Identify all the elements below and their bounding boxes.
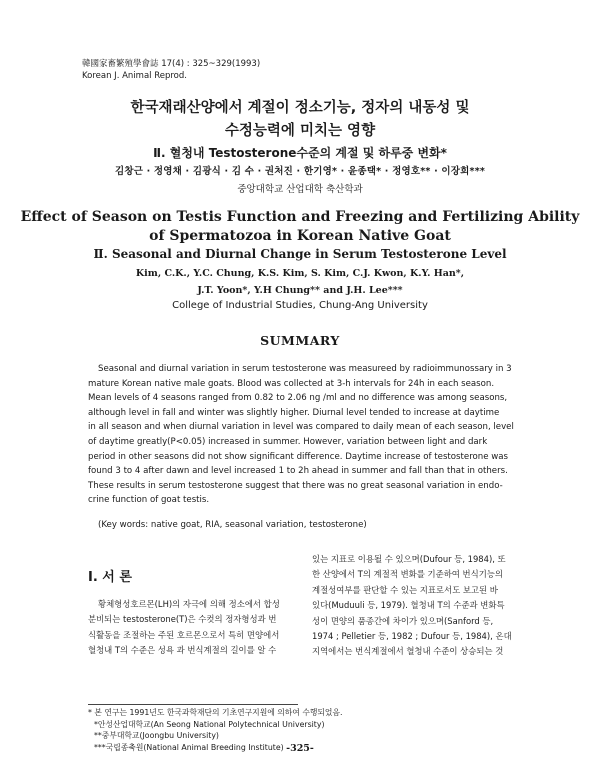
intro-line: 있다(Muduuli 등, 1979). 혈청내 T의 수준과 변화특 [312,600,505,611]
intro-line: 성이 면양의 품종간에 차이가 있으며(Sanford 등, [312,615,494,626]
summary-line: Seasonal and diurnal variation in serum testosterone was measureed by radioimmunossary in 3 [98,364,512,374]
english-subtitle: Ⅱ. Seasonal and Diurnal Change in Serum Testosterone Level [93,247,507,261]
left-column [88,552,300,659]
summary-line: crine function of goat testis. [88,495,210,506]
footnote-funding: * 본 연구는 1991년도 한국과학재단의 기초연구지원에 의하여 수행되었음. [88,708,343,717]
footnote-divider [88,704,298,705]
english-title-line2: of Spermatozoa in Korean Native Goat [149,228,451,244]
summary-line: although level in fall and winter was slightly higher. Diurnal level tended to increase at daytime [88,407,500,418]
summary-body [88,362,520,508]
intro-line: 지역에서는 번식계절에서 혈청내 수준이 상승되는 것 [312,646,504,657]
summary-line: Mean levels of 4 seasons ranged from 0.82 to 2.06 ng /ml and no difference was among seasons, [88,393,508,404]
intro-line: 식활동을 조절하는 주된 호르몬으로서 특히 면양에서 [88,629,280,640]
summary-line: These results in serum testosterone suggest that there was no great seasonal variation in endo- [88,480,503,491]
journal-english-name: Korean J. Animal Reprod. [82,71,187,81]
footnote-affiliation-1: *안성산업대학교(An Seong National Polytechnical University) [94,719,325,729]
korean-authors: 김창근 · 정영채 · 김광식 · 김 수 · 권처진 · 한기영* · 윤종택* · 정영호** · 이장희*** [114,166,486,177]
english-title-line1: Effect of Season on Testis Function and Freezing and Fertilizing Ability [20,209,580,225]
korean-title-line1: 한국재래산양에서 계절이 정소기능, 정자의 내동성 및 [130,100,470,116]
korean-affiliation: 중앙대학교 산업대학 축산학과 [237,184,363,195]
english-authors-line1: Kim, C.K., Y.C. Chung, K.S. Kim, S. Kim, C.J. Kwon, K.Y. Han*, [135,268,465,279]
footnote-affiliation-3: ***국립종축원(National Animal Breeding Institute) [94,742,284,752]
intro-line: 있는 지표로 이용될 수 있으며(Dufour 등, 1984), 또 [312,554,506,564]
english-authors-line2: J.T. Yoon*, Y.H Chung** and J.H. Lee*** [197,285,403,296]
introduction-left-text [88,597,300,659]
intro-line: 1974 ; Pelletier 등, 1982 ; Dufour 등, 1984), 온대 [312,631,512,642]
summary-line: mature Korean native male goats. Blood was collected at 3-h intervals for 24h in each season. [88,378,495,389]
intro-line: 한 산양에서 T의 계절적 변화를 기준하여 번식기능의 [312,569,503,580]
page-number: -325- [286,743,314,754]
korean-title-line2: 수정능력에 미치는 영향 [224,123,376,139]
english-affiliation: College of Industrial Studies, Chung-Ang University [172,300,428,311]
intro-line: 분비되는 testosterone(T)은 수컷의 정자형성과 번 [88,614,277,625]
intro-line: 혈청내 T의 수준은 성욕 과 번식계절의 길이를 알 수 [88,645,277,656]
summary-line: of daytime greatly(P<0.05) increased in summer. However, variation between light and dark [88,436,488,447]
introduction-heading: Ⅰ. 서 론 [88,570,132,585]
journal-info [82,58,260,82]
korean-subtitle: Ⅱ. 혈청내 Testosterone수준의 계절 및 하루중 변화* [153,146,447,160]
summary-line: period in other seasons did not show significant difference. Daytime increase of testosterone was [88,451,509,462]
intro-line: 황체형성호르몬(LH)의 자극에 의해 정소에서 합성 [98,599,280,609]
summary-line: in all season and when diurnal variation in level was compared to daily mean of each season, level [88,422,514,433]
journal-korean-citation: 韓國家畜繁殖學會誌 17(4) : 325~329(1993) [82,59,261,69]
summary-heading: SUMMARY [260,333,340,348]
intro-line: 계절성여부를 판단할 수 있는 지표로서도 보고된 바 [312,584,498,595]
right-column [312,552,524,660]
footnote-affiliation-2: **중부대학교(Joongbu University) [94,731,219,741]
summary-line: found 3 to 4 after dawn and level increased 1 to 2h ahead in summer and fall than that in others. [88,466,508,477]
keywords: (Key words: native goat, RIA, seasonal variation, testosterone) [98,520,367,530]
